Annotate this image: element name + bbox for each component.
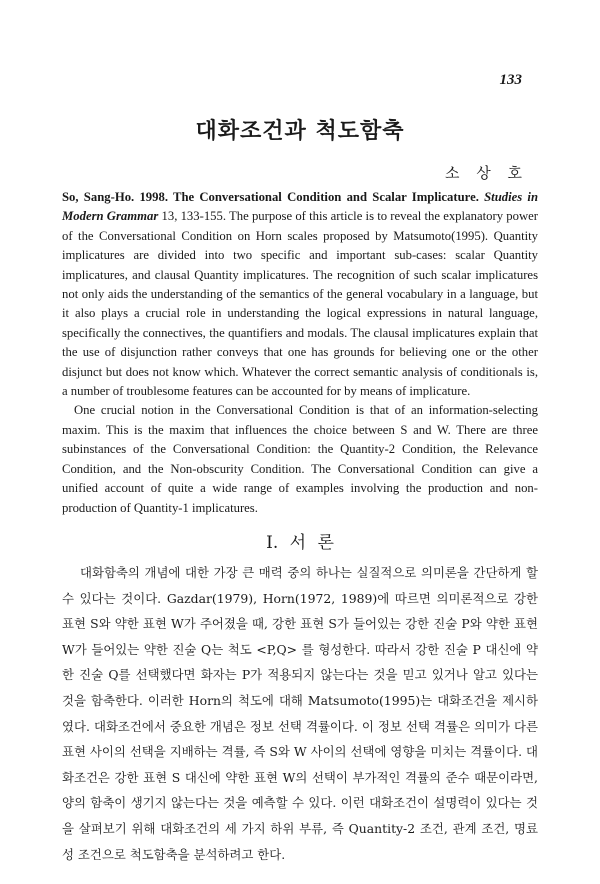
abstract-paragraph-1 [62, 188, 538, 401]
abstract-text: 13, 133-155. The purpose of this article is to reveal the explanatory power of the Conversational Condition on Horn scales proposed by Matsumoto(1995). Quantity implicatures are divided into two specific and important sub-cases: scalar Quantity implicatures, and clausal Quantity implicatures. The recognition of such scalar implicatures not only aids the understanding of the semantics of the general vocabulary in a language, but it also plays a crucial role in understanding the logical expressions in natural language, specifically the connectives, the quantifiers and modals. The clausal implicatures explain that the use of disjunction rather conveys that one has grounds for believing one or the other disjunct but does not know which. Whatever the correct semantic analysis of conditionals is, a number of troublesome features can be accounted for by means of implicature. [62, 209, 539, 399]
article-title: 대화조건과 척도함축 [195, 118, 405, 144]
body-paragraph: 대화함축의 개념에 대한 가장 큰 매력 중의 하나는 실질적으로 의미론을 간단하게 할 수 있다는 것이다. Gazdar(1979), Horn(1972, 1989)에 따르면 의미론적으로 강한 표현 S와 약한 표현 W가 주어졌을 때, 강한 표현 S가 들어있는 강한 진술 P와 약한 표현 W가 들어있는 약한 진술 Q는 척도 <P,Q> 를 형성한다. 따라서 강한 진술 P 대신에 약한 진술 Q를 선택했다면 화자는 P가 적용되지 않는다는 것을 믿고 있거나 알고 있다는 것을 함축한다. 이러한 Horn의 척도에 대해 Matsumoto(1995)는 대화조건을 제시하였다. 대화조건에서 중요한 개념은 정보 선택 격률이다. 이 정보 선택 격률은 의미가 다른 표현 사이의 선택을 지배하는 격률, 즉 S와 W 사이의 선택에 영향을 미치는 격률이다. 대화조건은 강한 표현 S 대신에 약한 표현 W의 선택이 부가적인 격률의 준수 때문이라면, 양의 함축이 생기지 않는다는 것을 예측할 수 있다. 이런 대화조건이 설명력이 있다는 것을 살펴보기 위해 대화조건의 세 가지 하위 부류, 즉 Quantity-2 조건, 관계 조건, 명료성 조건으로 척도함축을 분석하려고 한다. [62, 565, 538, 862]
citation-journal: Studies in Modern Grammar [62, 190, 539, 224]
citation-author: So, Sang-Ho. 1998. The Conversational Condition and Scalar Implicature. [62, 190, 479, 204]
page-number: 133 [499, 72, 522, 88]
author-name: 소 상 호 [444, 164, 522, 182]
body-text [62, 560, 538, 867]
abstract [62, 188, 538, 518]
section-heading: I. 서 론 [266, 533, 334, 553]
abstract-paragraph-2: One crucial notion in the Conversational Condition is that of an information-selecting maxim. This is the maxim that influences the choice between S and W. There are three subinstances of the Conversational Condition: the Quantity-2 Condition, the Relevance Condition, and the Non-obscurity Condition. The Conversational Condition can give a unified account of quite a wide range of examples involving the production and non-production of Quantity-1 implicatures. [62, 403, 538, 515]
